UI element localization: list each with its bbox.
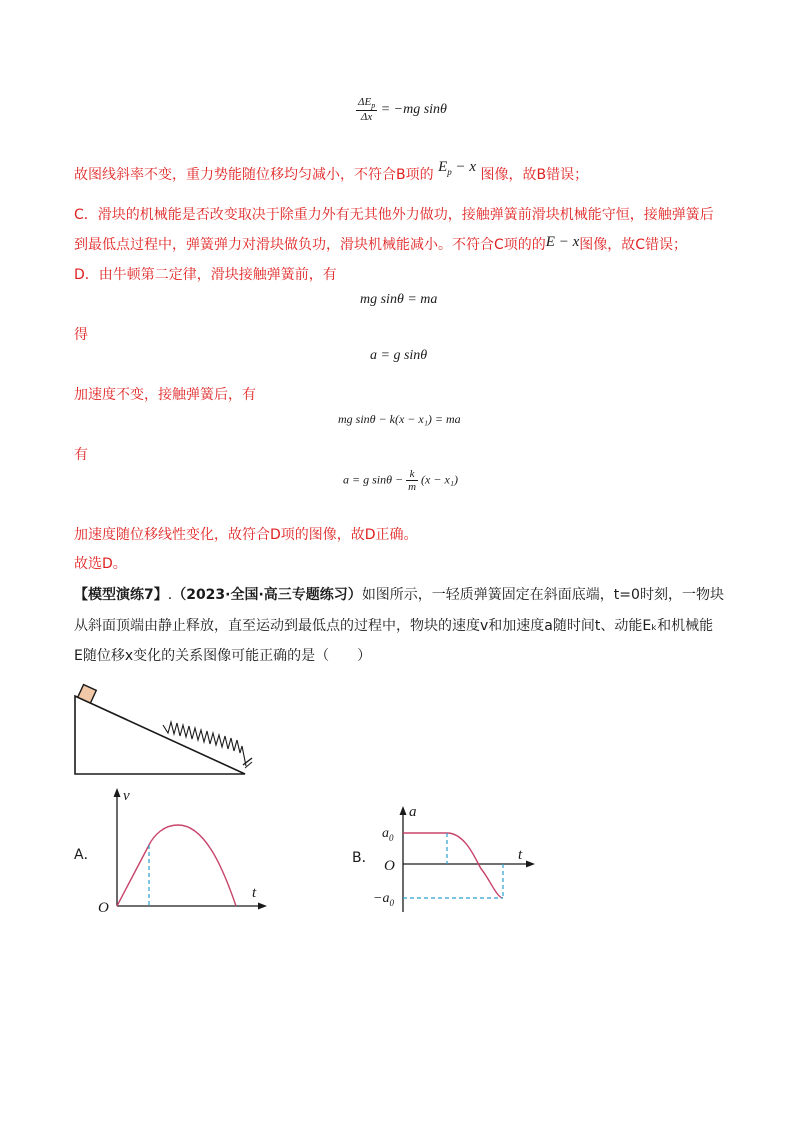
question-text-1: 如图所示，一轻质弹簧固定在斜面底端，t=0时刻，一物块 xyxy=(361,587,724,603)
solution-line-d2: 加速度不变，接触弹簧后，有 xyxy=(74,387,256,403)
graph-b-origin: O xyxy=(384,858,395,874)
graph-a-y-arrow xyxy=(114,788,121,797)
solution-line-d1: D．由牛顿第二定律，滑块接触弹簧前，有 xyxy=(74,267,337,283)
graph-a-x-label: t xyxy=(252,885,257,901)
formula-1-numerator: ΔE xyxy=(358,96,372,108)
question-tag: 【模型演练7】 xyxy=(74,587,168,603)
formula-newton-after: mg sinθ − k(x − x₁) = ma xyxy=(338,412,461,426)
formula-1-rhs: = −mg sinθ xyxy=(380,101,447,117)
incline-spring-diagram xyxy=(70,676,260,780)
graph-b-tick-bottom: $-a_0$ xyxy=(373,891,394,908)
graph-b-y-arrow xyxy=(400,806,407,815)
line-b-graph-e: E xyxy=(438,159,448,175)
graph-b[interactable] xyxy=(372,802,544,917)
line-c2-text-a: 到最低点过程中，弹簧弹力对滑块做负功，滑块机械能减小。不符合C项的的 xyxy=(74,237,546,253)
graph-a-y-label: v xyxy=(123,788,130,804)
line-b-text-a: 故图线斜率不变，重力势能随位移均匀减小，不符合B项的 xyxy=(74,167,434,183)
formula-5-numerator: k xyxy=(406,468,418,481)
graph-a[interactable] xyxy=(94,785,274,915)
solution-line-d3: 加速度随位移线性变化，故符合D项的图像，故D正确。 xyxy=(74,527,418,543)
line-b-graph-rest: − x xyxy=(451,159,477,175)
formula-1-denominator: Δx xyxy=(360,111,373,124)
line-c2-graph: E − x xyxy=(545,234,580,250)
solution-line-c2 xyxy=(74,234,687,254)
solution-line-c1: C．滑块的机械能是否改变取决于除重力外有无其他外力做功，接触弹簧前滑块机械能守恒，接触弹簧后 xyxy=(74,207,714,223)
line-b-text-b: 图像，故B错误； xyxy=(480,167,589,183)
formula-5-denominator: m xyxy=(408,481,417,493)
question-line-3: E随位移x变化的关系图像可能正确的是（ ） xyxy=(74,648,372,664)
formula-5-rhs: (x − x₁) xyxy=(421,472,458,487)
question-dot: . xyxy=(167,587,173,603)
formula-slope-potential xyxy=(356,96,447,123)
graph-b-y-label: a xyxy=(409,804,417,820)
line-c2-text-b: 图像，故C错误； xyxy=(579,237,688,253)
formula-newton-before: mg sinθ = ma xyxy=(360,292,438,307)
graph-b-x-arrow xyxy=(526,861,535,868)
question-line-2: 从斜面顶端由静止释放，直至运动到最低点的过程中，物块的速度v和加速度a随时间t、动能Eₖ和机械能 xyxy=(74,618,714,634)
line-b-graph-sub: p xyxy=(447,167,452,177)
block-on-incline xyxy=(78,685,97,704)
graph-a-x-arrow xyxy=(258,903,267,910)
formula-5-lhs: a = g sinθ − xyxy=(343,472,404,487)
graph-b-x-label: t xyxy=(518,847,523,863)
spring xyxy=(163,722,246,766)
solution-answer: 故选D。 xyxy=(74,556,127,572)
graph-b-acceleration-curve xyxy=(403,833,503,898)
formula-acceleration-const: a = g sinθ xyxy=(370,348,428,363)
question-line-1 xyxy=(74,584,724,604)
graph-a-velocity-curve xyxy=(117,825,236,906)
word-you: 有 xyxy=(74,447,88,463)
option-a-label[interactable]: A． xyxy=(74,847,98,863)
formula-1-numerator-sub: p xyxy=(371,101,376,111)
option-b-label[interactable]: B． xyxy=(352,850,376,866)
graph-a-origin: O xyxy=(98,900,109,915)
formula-acceleration-linear xyxy=(343,468,458,493)
graph-b-tick-top: $a_0$ xyxy=(382,826,394,843)
solution-line-b xyxy=(74,159,589,185)
word-de: 得 xyxy=(74,327,88,343)
question-source: （2023·全国·高三专题练习） xyxy=(172,587,362,603)
